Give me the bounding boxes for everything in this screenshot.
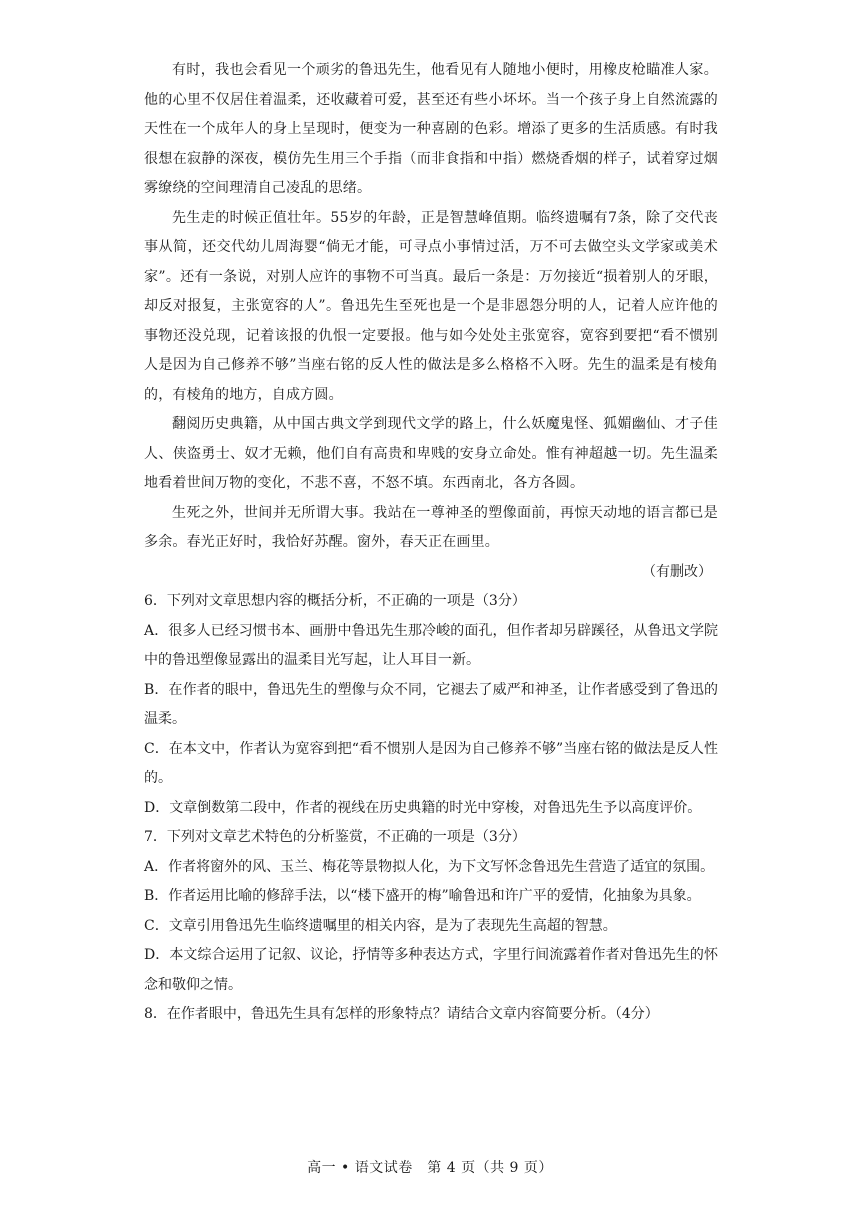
question-8 [144, 1000, 718, 1030]
question-8-stem: 8．在作者眼中，鲁迅先生具有怎样的形象特点？请结合文章内容简要分析。（4分） [144, 1006, 659, 1022]
question-6-option-d: D．文章倒数第二段中，作者的视线在历史典籍的时光中穿梭，对鲁迅先生予以高度评价。 [144, 799, 702, 816]
question-6 [144, 587, 718, 823]
question-7-option-c: C．文章引用鲁迅先生临终遗嘱里的相关内容，是为了表现先生高超的智慧。 [144, 917, 617, 934]
question-6-option-b: B．在作者的眼中，鲁迅先生的塑像与众不同，它褪去了威严和神圣，让作者感受到了鲁迅的温柔。 [144, 681, 718, 727]
question-7-stem: 7．下列对文章艺术特色的分析鉴赏，不正确的一项是（3分） [144, 829, 526, 845]
question-6-option-a: A．很多人已经习惯书本、画册中鲁迅先生那冷峻的面孔，但作者却另辟蹊径，从鲁迅文学院中的鲁迅塑像显露出的温柔目光写起，让人耳目一新。 [144, 622, 718, 668]
question-6-option-c: C．在本文中，作者认为宽容到把“看不惯别人是因为自己修养不够”当座右铭的做法是反人性的。 [144, 740, 718, 786]
question-7-option-b: B．作者运用比喻的修辞手法，以“楼下盛开的梅”喻鲁迅和许广平的爱情，化抽象为具象。 [144, 888, 701, 904]
question-7 [144, 823, 718, 1000]
page-footer: 高一 • 语文试卷 第 4 页（共 9 页） [307, 1160, 553, 1176]
passage-paragraph-2: 先生走的时候正值壮年。55岁的年龄，正是智慧峰值期。临终遗嘱有7条，除了交代丧事从简，还交代幼儿周海婴“倘无才能，可寻点小事情过活，万不可去做空头文学家或美术家”。还有一条说，对别人应许的事物不可当真。最后一条是：万勿接近“损着别人的牙眼，却反对报复，主张宽容的人”。鲁迅先生至死也是一个是非恩怨分明的人，记着人应许他的事物还没兑现，记着该报的仇恨一定要报。他与如今处处主张宽容，宽容到要把“看不惯别人是因为自己修养不够”当座右铭的反人性的做法是多么格格不入呀。先生的温柔是有棱角的，有棱角的地方，自成方圆。 [144, 209, 718, 403]
source-note: （有删改） [642, 563, 712, 580]
reading-passage [144, 56, 718, 587]
question-7-option-d: D．本文综合运用了记叙、议论，抒情等多种表达方式，字里行间流露着作者对鲁迅先生的怀念和敬仰之情。 [144, 947, 718, 993]
question-6-stem: 6．下列对文章思想内容的概括分析，不正确的一项是（3分） [144, 593, 526, 609]
passage-paragraph-4: 生死之外，世间并无所谓大事。我站在一尊神圣的塑像面前，再惊天动地的语言都已是多余。春光正好时，我恰好苏醒。窗外，春天正在画里。 [144, 504, 718, 550]
question-7-option-a: A．作者将窗外的风、玉兰、梅花等景物拟人化，为下文写怀念鲁迅先生营造了适宜的氛围。 [144, 858, 715, 875]
passage-paragraph-1: 有时，我也会看见一个顽劣的鲁迅先生，他看见有人随地小便时，用橡皮枪瞄准人家。他的心里不仅居住着温柔，还收藏着可爱，甚至还有些小坏坏。当一个孩子身上自然流露的天性在一个成年人的身上呈现时，便变为一种喜剧的色彩。增添了更多的生活质感。有时我很想在寂静的深夜，模仿先生用三个手指（而非食指和中指）燃烧香烟的样子，试着穿过烟雾缭绕的空间理清自己凌乱的思绪。 [144, 62, 718, 196]
passage-paragraph-3: 翻阅历史典籍，从中国古典文学到现代文学的路上，什么妖魔鬼怪、狐媚幽仙、才子佳人、侠盗勇士、奴才无赖，他们自有高贵和卑贱的安身立命处。惟有神超越一切。先生温柔地看着世间万物的变化，不悲不喜，不怒不填。东西南北，各方各圆。 [144, 416, 718, 491]
exam-page-content [144, 56, 718, 1030]
